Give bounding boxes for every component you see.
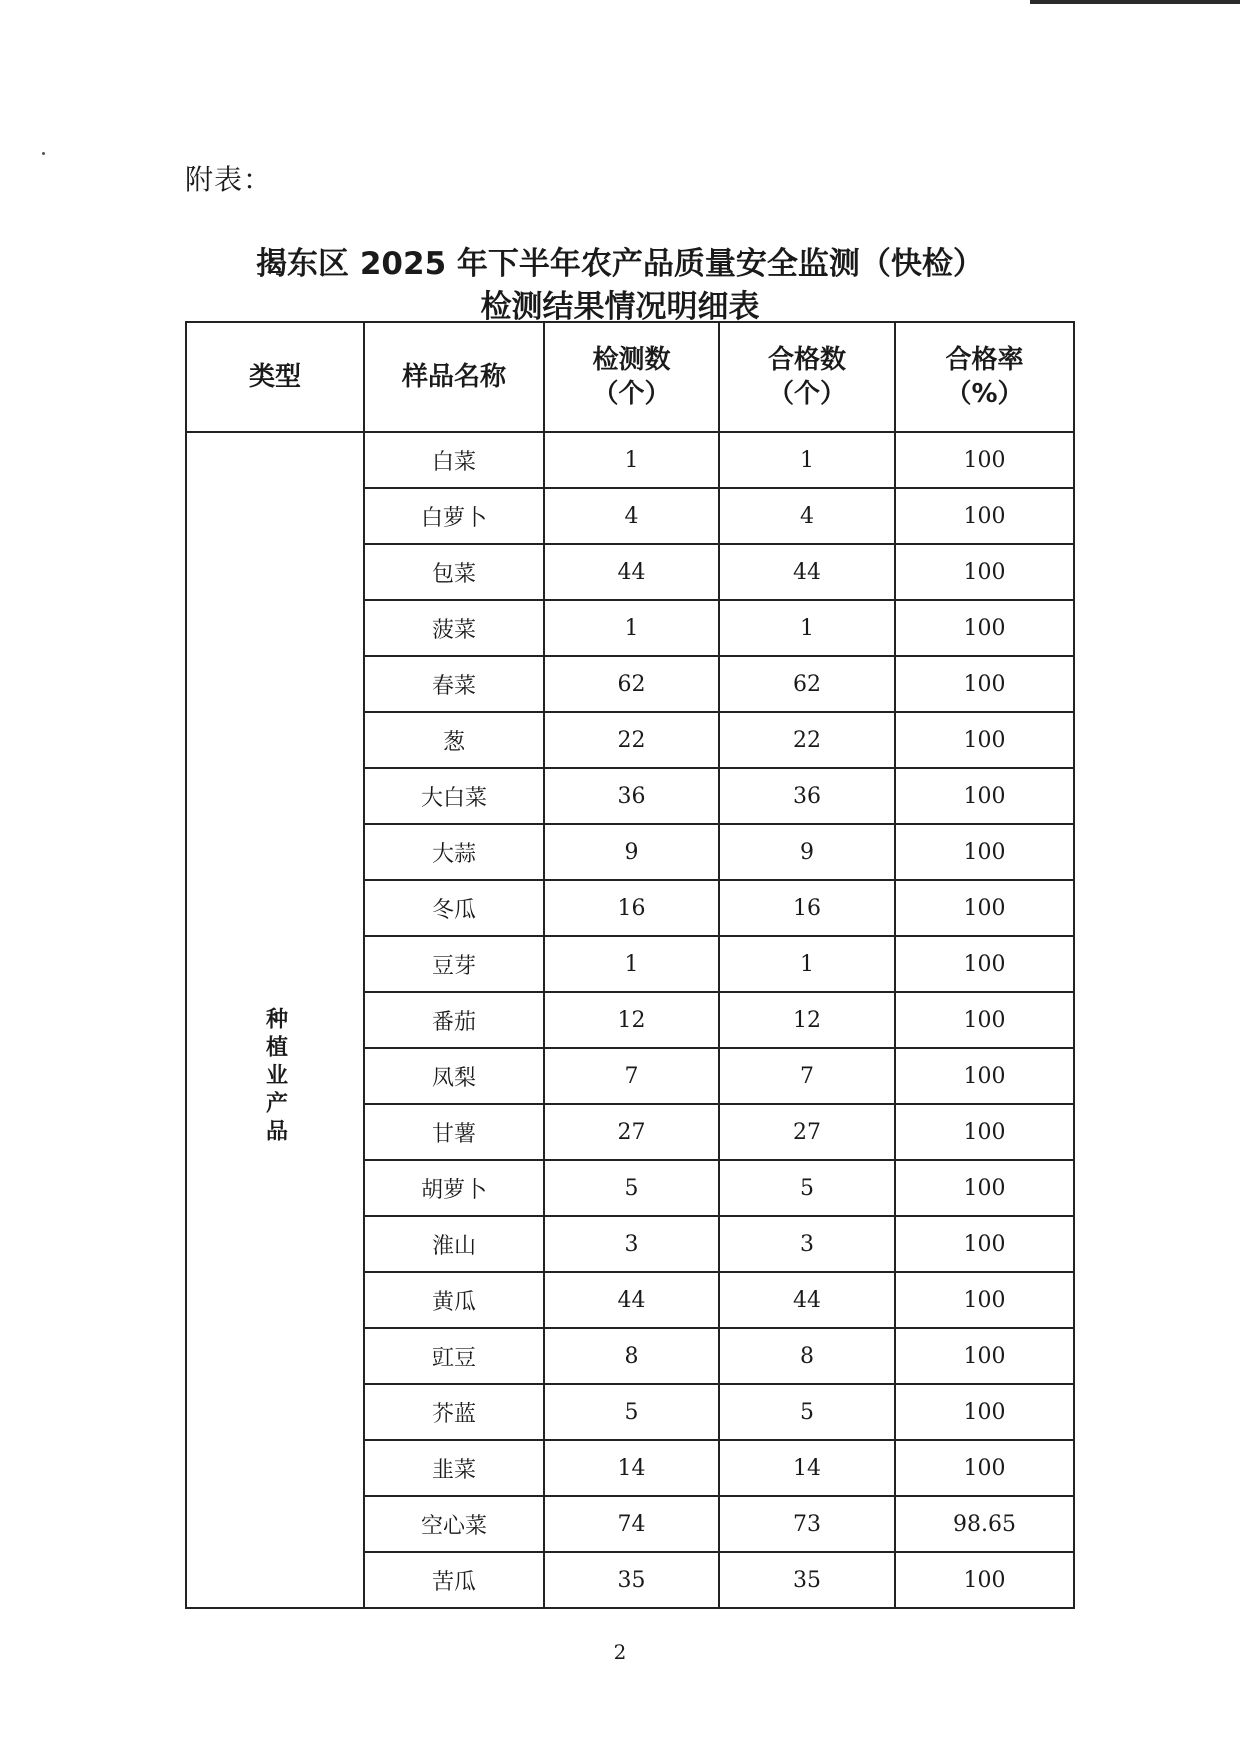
passed-count-cell: 7 <box>719 1048 895 1104</box>
sample-name-cell: 大白菜 <box>364 768 544 824</box>
passed-count-cell: 12 <box>719 992 895 1048</box>
results-table <box>185 321 1075 1609</box>
page-number: 2 <box>613 1640 627 1664</box>
tested-count-cell: 1 <box>544 600 719 656</box>
tested-count-cell: 14 <box>544 1440 719 1496</box>
tested-count-cell: 4 <box>544 488 719 544</box>
sample-name-cell: 葱 <box>364 712 544 768</box>
tested-count-cell: 74 <box>544 1496 719 1552</box>
tested-count-cell: 36 <box>544 768 719 824</box>
passed-count-cell: 4 <box>719 488 895 544</box>
header-rate-label: 合格率 <box>945 345 1024 375</box>
header-rate-unit: （%） <box>945 379 1024 409</box>
header-type-label: 类型 <box>248 362 301 392</box>
passed-count-cell: 5 <box>719 1160 895 1216</box>
scan-edge-mark <box>1030 0 1240 4</box>
passed-count-cell: 1 <box>719 600 895 656</box>
sample-name-cell: 大蒜 <box>364 824 544 880</box>
passed-count-cell: 62 <box>719 656 895 712</box>
pass-rate-cell: 100 <box>895 1440 1074 1496</box>
passed-count-cell: 9 <box>719 824 895 880</box>
passed-count-cell: 44 <box>719 544 895 600</box>
pass-rate-cell: 100 <box>895 880 1074 936</box>
pass-rate-cell: 100 <box>895 1328 1074 1384</box>
header-passed-label: 合格数 <box>767 345 846 375</box>
pass-rate-cell: 100 <box>895 936 1074 992</box>
sample-name-cell: 白菜 <box>364 432 544 488</box>
tested-count-cell: 3 <box>544 1216 719 1272</box>
table-row <box>186 432 1074 488</box>
sample-name-cell: 苦瓜 <box>364 1552 544 1608</box>
sample-name-cell: 凤梨 <box>364 1048 544 1104</box>
sample-name-cell: 胡萝卜 <box>364 1160 544 1216</box>
pass-rate-cell: 100 <box>895 768 1074 824</box>
pass-rate-cell: 100 <box>895 992 1074 1048</box>
pass-rate-cell: 100 <box>895 1104 1074 1160</box>
tested-count-cell: 22 <box>544 712 719 768</box>
pass-rate-cell: 100 <box>895 1384 1074 1440</box>
tested-count-cell: 5 <box>544 1384 719 1440</box>
tested-count-cell: 35 <box>544 1552 719 1608</box>
header-sample-name-label: 样品名称 <box>401 362 506 392</box>
pass-rate-cell: 100 <box>895 656 1074 712</box>
sample-name-cell: 芥蓝 <box>364 1384 544 1440</box>
passed-count-cell: 73 <box>719 1496 895 1552</box>
passed-count-cell: 16 <box>719 880 895 936</box>
header-tested-label: 检测数 <box>592 345 671 375</box>
annex-label: 附表： <box>185 163 273 196</box>
tested-count-cell: 1 <box>544 936 719 992</box>
category-cell <box>186 432 364 1608</box>
header-pass-rate <box>895 322 1074 432</box>
pass-rate-cell: 100 <box>895 1216 1074 1272</box>
sample-name-cell: 番茄 <box>364 992 544 1048</box>
passed-count-cell: 1 <box>719 936 895 992</box>
tested-count-cell: 44 <box>544 1272 719 1328</box>
document-title-line-1: 揭东区 2025 年下半年农产品质量安全监测（快检） <box>256 246 984 282</box>
pass-rate-cell: 100 <box>895 488 1074 544</box>
pass-rate-cell: 100 <box>895 1160 1074 1216</box>
tested-count-cell: 1 <box>544 432 719 488</box>
sample-name-cell: 菠菜 <box>364 600 544 656</box>
tested-count-cell: 27 <box>544 1104 719 1160</box>
pass-rate-cell: 100 <box>895 712 1074 768</box>
tested-count-cell: 8 <box>544 1328 719 1384</box>
tested-count-cell: 5 <box>544 1160 719 1216</box>
pass-rate-cell: 100 <box>895 1552 1074 1608</box>
sample-name-cell: 黄瓜 <box>364 1272 544 1328</box>
header-tested-unit: （个） <box>592 379 671 409</box>
header-type <box>186 322 364 432</box>
sample-name-cell: 豆芽 <box>364 936 544 992</box>
sample-name-cell: 白萝卜 <box>364 488 544 544</box>
sample-name-cell: 韭菜 <box>364 1440 544 1496</box>
header-row <box>186 322 1074 432</box>
passed-count-cell: 3 <box>719 1216 895 1272</box>
header-passed-count <box>719 322 895 432</box>
tested-count-cell: 16 <box>544 880 719 936</box>
scan-speck <box>42 152 45 155</box>
sample-name-cell: 包菜 <box>364 544 544 600</box>
document-title-line-2: 检测结果情况明细表 <box>480 289 760 325</box>
header-sample-name <box>364 322 544 432</box>
sample-name-cell: 空心菜 <box>364 1496 544 1552</box>
pass-rate-cell: 100 <box>895 600 1074 656</box>
sample-name-cell: 甘薯 <box>364 1104 544 1160</box>
sample-name-cell: 冬瓜 <box>364 880 544 936</box>
pass-rate-cell: 100 <box>895 544 1074 600</box>
pass-rate-cell: 100 <box>895 1272 1074 1328</box>
sample-name-cell: 春菜 <box>364 656 544 712</box>
tested-count-cell: 7 <box>544 1048 719 1104</box>
tested-count-cell: 12 <box>544 992 719 1048</box>
pass-rate-cell: 100 <box>895 1048 1074 1104</box>
passed-count-cell: 22 <box>719 712 895 768</box>
table-body <box>186 432 1074 1608</box>
tested-count-cell: 9 <box>544 824 719 880</box>
passed-count-cell: 1 <box>719 432 895 488</box>
tested-count-cell: 62 <box>544 656 719 712</box>
pass-rate-cell: 100 <box>895 432 1074 488</box>
passed-count-cell: 5 <box>719 1384 895 1440</box>
pass-rate-cell: 98.65 <box>895 1496 1074 1552</box>
sample-name-cell: 豇豆 <box>364 1328 544 1384</box>
passed-count-cell: 14 <box>719 1440 895 1496</box>
passed-count-cell: 8 <box>719 1328 895 1384</box>
passed-count-cell: 44 <box>719 1272 895 1328</box>
passed-count-cell: 36 <box>719 768 895 824</box>
header-passed-unit: （个） <box>767 379 846 409</box>
header-tested-count <box>544 322 719 432</box>
passed-count-cell: 35 <box>719 1552 895 1608</box>
passed-count-cell: 27 <box>719 1104 895 1160</box>
sample-name-cell: 淮山 <box>364 1216 544 1272</box>
category-label: 种植业产品 <box>262 1007 288 1147</box>
tested-count-cell: 44 <box>544 544 719 600</box>
pass-rate-cell: 100 <box>895 824 1074 880</box>
